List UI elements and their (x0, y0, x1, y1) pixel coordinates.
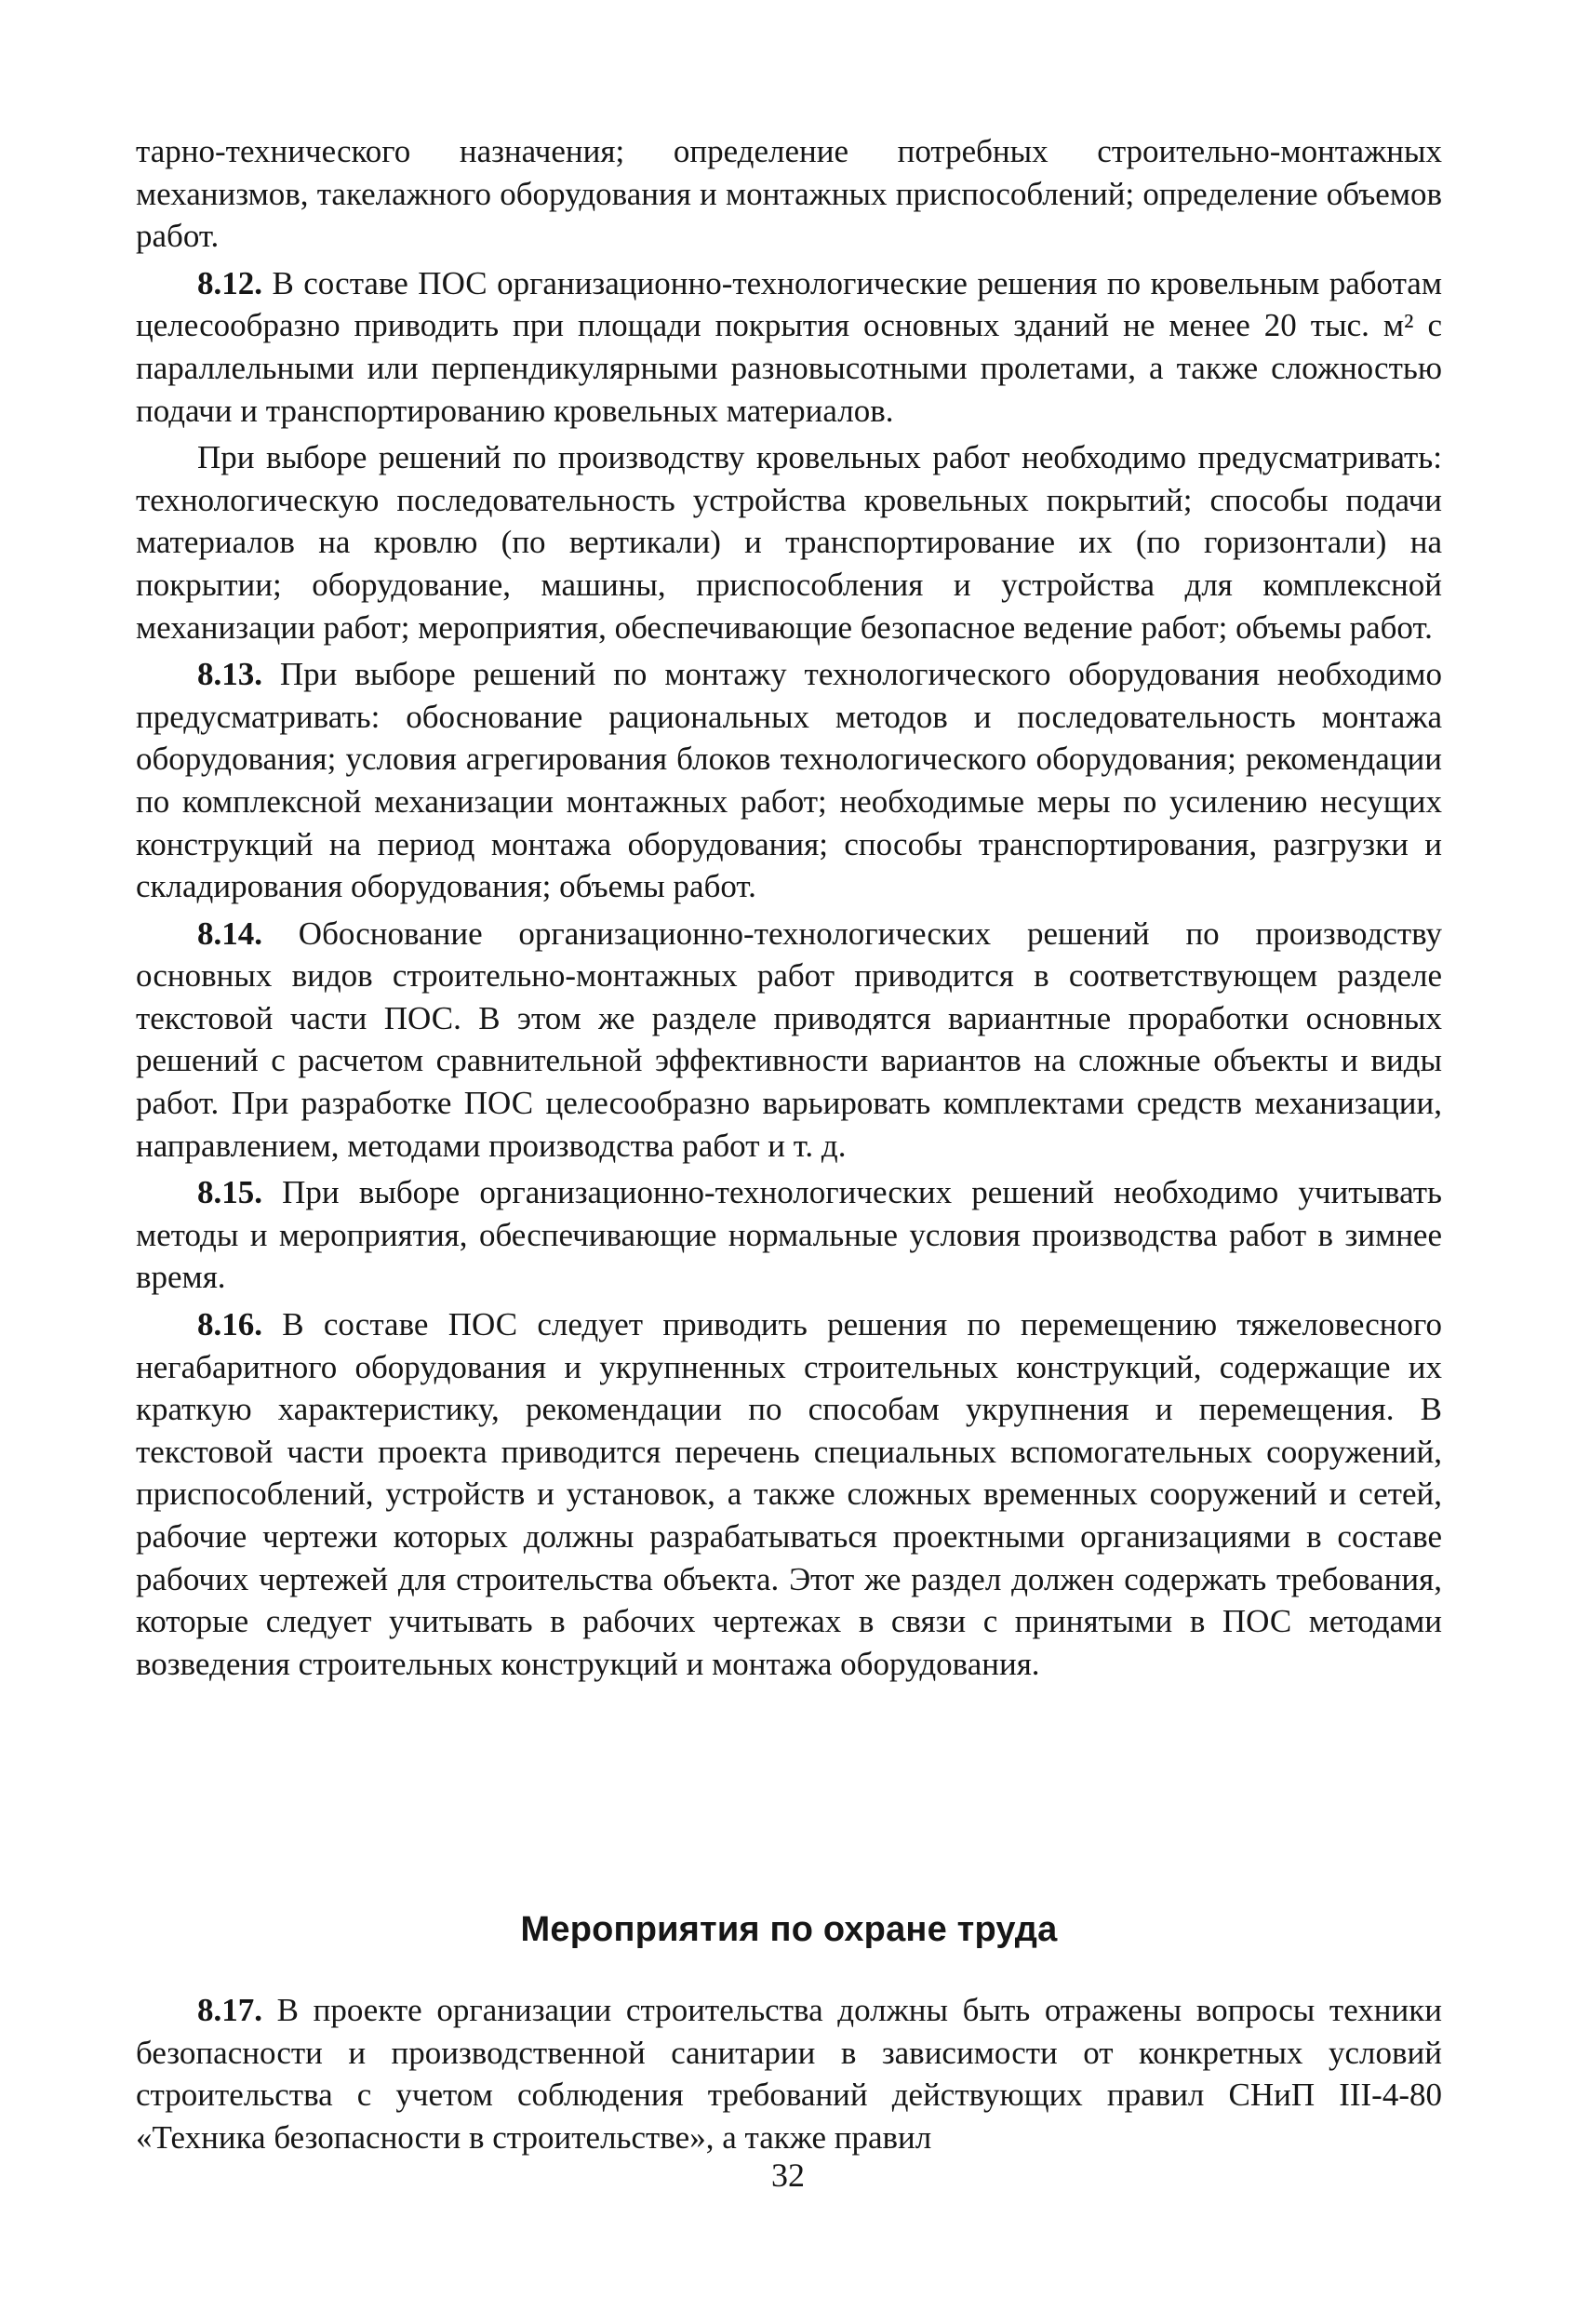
clause-number: 8.17. (197, 1992, 262, 2028)
clause-number: 8.15. (197, 1174, 262, 1211)
paragraph-roofing-decisions (136, 436, 1442, 648)
section-body (136, 1989, 1442, 2158)
paragraph-text: В проекте организации строительства должны быть отражены вопросы техники безопасности и производственной санитарии в зависимости от конкретных условий строительства с учетом соблюдения требований действующих правил СНиП III-4-80 «Техника безопасности в строительстве», а также правил (136, 1992, 1442, 2156)
clause-number: 8.14. (197, 915, 262, 952)
paragraph-8-15 (136, 1171, 1442, 1299)
paragraph-text: В составе ПОС следует приводить решения по перемещению тяжеловесного негабаритного оборудования и укрупненных строительных конструкций, содержащие их краткую характеристику, рекомендации по способам укрупнения и перемещения. В текстовой части проекта приводится перечень специальных вспомогательных сооружений, приспособлений, устройств и установок, а также сложных временных сооружений и сетей, рабочие чертежи которых должны разрабатываться проектными организациями в составе рабочих чертежей для строительства объекта. Этот же раздел должен содержать требования, которые следует учитывать в рабочих чертежах в связи с принятыми в ПОС методами возведения строительных конструкций и монтажа оборудования. (136, 1306, 1442, 1682)
paragraph-text: тарно-технического назначения; определение потребных строительно-монтажных механизмов, такелажного оборудования и монтажных приспособлений; определение объемов работ. (136, 133, 1442, 255)
clause-number: 8.16. (197, 1306, 262, 1343)
clause-number: 8.12. (197, 264, 262, 301)
body-text (136, 130, 1442, 1690)
section-heading: Мероприятия по охране труда (520, 1910, 1058, 1949)
paragraph-text: При выборе решений по производству кровельных работ необходимо предусматривать: технологическую последовательность устройства кровельных покрытий; способы подачи материалов на кровлю (по вертикали) и транспортирование их (по горизонтали) на покрытии; оборудование, машины, приспособления и устройства для комплексной механизации работ; мероприятия, обеспечивающие безопасное ведение работ; объемы работ. (136, 439, 1442, 646)
paragraph-text: В составе ПОС организационно-технологические решения по кровельным работам целесообразно приводить при площади покрытия основных зданий не менее 20 тыс. м² с параллельными или перпендикулярными разновысотными пролетами, а также сложностью подачи и транспортированию кровельных материалов. (136, 264, 1442, 429)
paragraph-text: При выборе организационно-технологических решений необходимо учитывать методы и мероприятия, обеспечивающие нормальные условия производства работ в зимнее время. (136, 1174, 1442, 1296)
paragraph-8-13 (136, 653, 1442, 908)
paragraph-text: При выборе решений по монтажу технологического оборудования необходимо предусматривать: обоснование рациональных методов и последовательность монтажа оборудования; условия агрегирования блоков технологического оборудования; рекомендации по комплексной механизации монтажных работ; необходимые меры по усилению несущих конструкций на период монтажа оборудования; способы транспортирования, разгрузки и складирования оборудования; объемы работ. (136, 656, 1442, 905)
paragraph-continuation (136, 130, 1442, 258)
paragraph-8-12 (136, 262, 1442, 432)
clause-number: 8.13. (197, 656, 262, 693)
paragraph-8-17 (136, 1989, 1442, 2158)
page-number: 32 (771, 2157, 805, 2194)
paragraph-8-16 (136, 1303, 1442, 1685)
paragraph-text: Обоснование организационно-технологических решений по производству основных видов строительно-монтажных работ приводится в соответствующем разделе текстовой части ПОС. В этом же разделе приводятся вариантные проработки основных решений с расчетом сравнительной эффективности вариантов на сложные объекты и виды работ. При разработке ПОС целесообразно варьировать комплектами средств механизации, направлением, методами производства работ и т. д. (136, 915, 1442, 1164)
paragraph-8-14 (136, 913, 1442, 1168)
